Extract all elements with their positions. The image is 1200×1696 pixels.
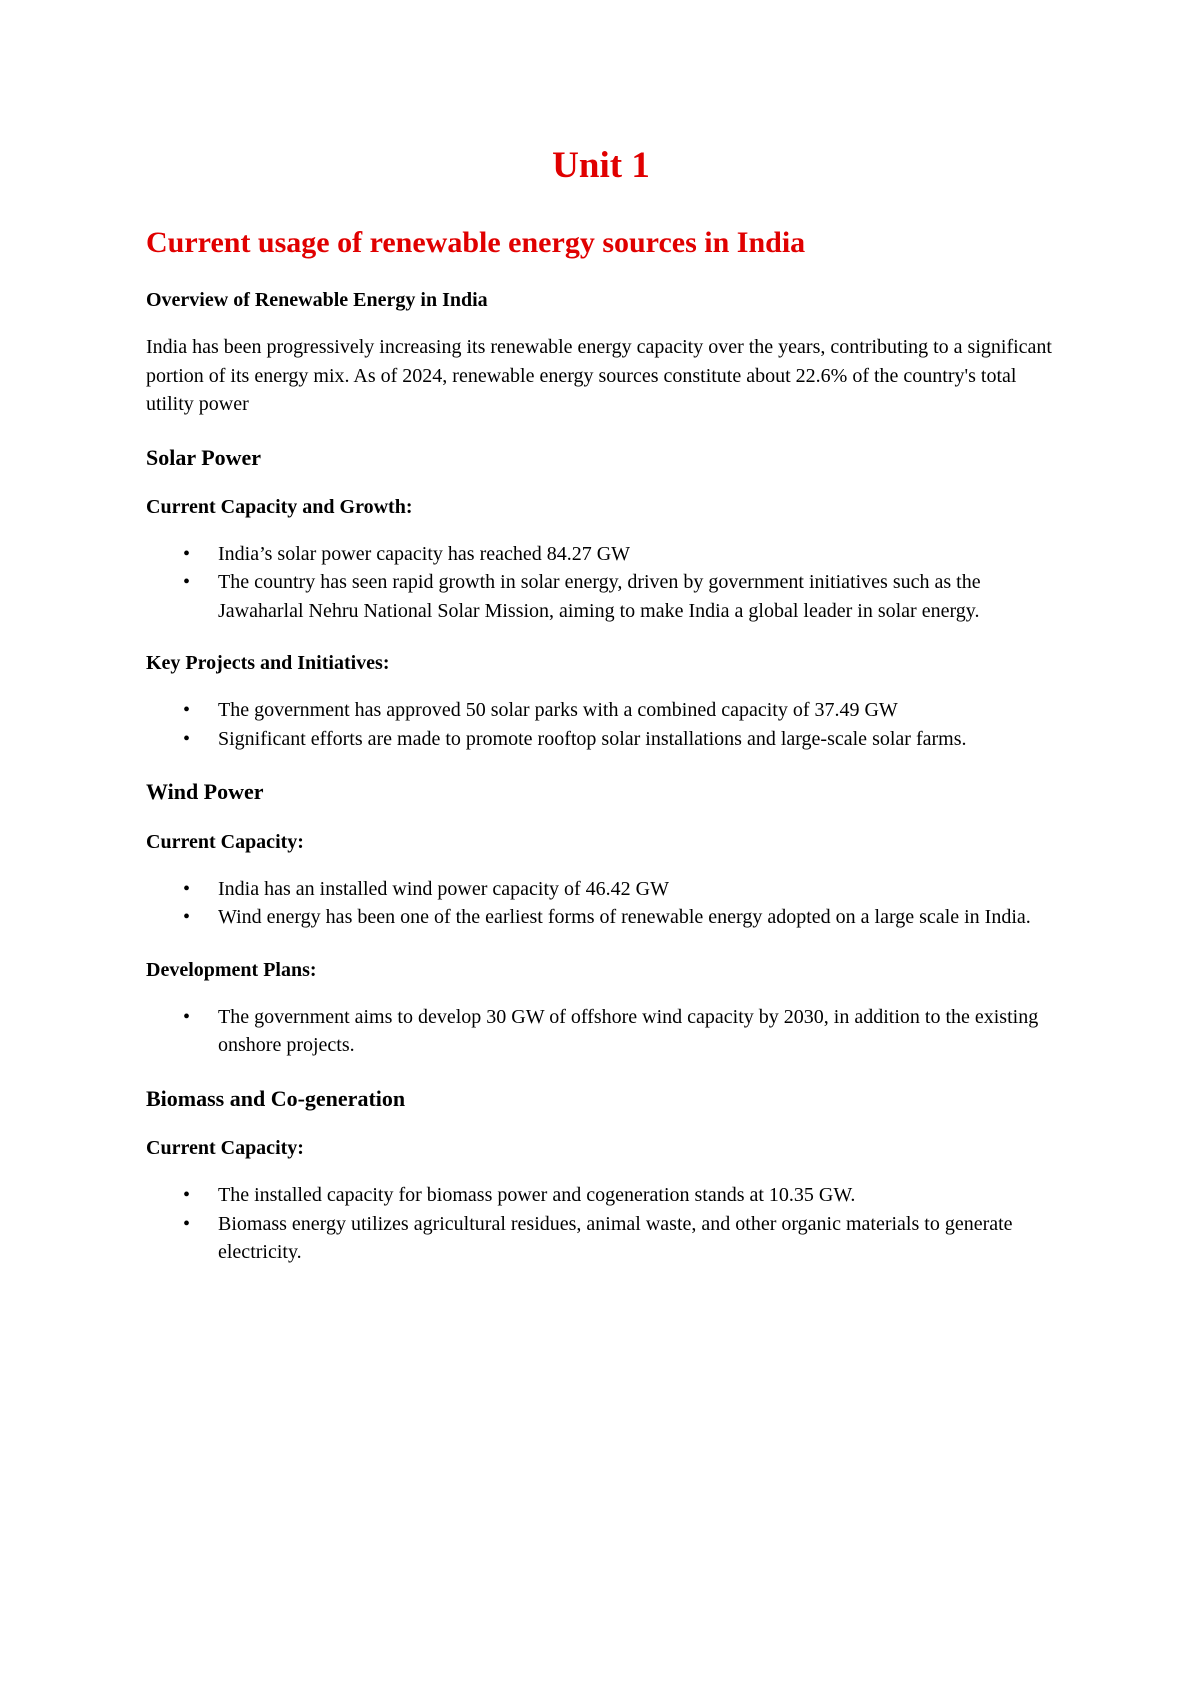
overview-heading: Overview of Renewable Energy in India [146,289,488,312]
bullet-icon: • [183,699,191,722]
solar-capacity-list [146,540,1056,626]
list-item-text: Significant efforts are made to promote rooftop solar installations and large-scale solar farms. [218,727,967,750]
list-item-text: The country has seen rapid growth in solar energy, driven by government initiatives such as the Jawaharlal Nehru National Solar Mission, aiming to make India a global leader in solar energy. [218,571,981,622]
wind-capacity-list [146,875,1056,932]
solar-projects-heading: Key Projects and Initiatives: [146,652,390,675]
list-item [183,568,1056,625]
overview-paragraph: India has been progressively increasing its renewable energy capacity over the years, contributing to a significant portion of its energy mix. As of 2024, renewable energy sources constitute about 22.6% of the country's total utility power [146,336,1052,416]
biomass-heading: Biomass and Co-generation [146,1085,406,1111]
bullet-icon: • [183,1212,191,1235]
wind-heading: Wind Power [146,779,264,805]
biomass-capacity-list [146,1181,1056,1267]
list-item [183,696,1056,725]
bullet-icon: • [183,542,191,565]
list-item [183,725,1056,754]
list-item [183,903,1056,932]
list-item-text: Biomass energy utilizes agricultural residues, animal waste, and other organic materials to generate electricity. [218,1212,1013,1264]
bullet-icon: • [183,1005,191,1028]
list-item-text: The government aims to develop 30 GW of offshore wind capacity by 2030, in addition to the existing onshore projects. [218,1005,1039,1057]
list-item-text: India has an installed wind power capacity of 46.42 GW [218,877,669,900]
list-item [183,1003,1056,1060]
wind-capacity-heading: Current Capacity: [146,830,304,853]
solar-heading: Solar Power [146,444,262,470]
main-title: Current usage of renewable energy sources in India [146,225,806,259]
list-item [183,875,1056,904]
wind-plans-list [146,1003,1056,1060]
bullet-icon: • [183,1184,191,1207]
list-item [183,1181,1056,1210]
bullet-icon: • [183,877,191,900]
list-item-text: The installed capacity for biomass power and cogeneration stands at 10.35 GW. [218,1184,856,1207]
bullet-icon: • [183,727,191,750]
unit-title: Unit 1 [552,145,650,186]
list-item-text: Wind energy has been one of the earliest forms of renewable energy adopted on a large scale in India. [218,906,1031,929]
list-item [183,1210,1056,1267]
bullet-icon: • [183,906,191,929]
wind-plans-heading: Development Plans: [146,958,317,981]
list-item-text: The government has approved 50 solar parks with a combined capacity of 37.49 GW [218,699,898,722]
list-item-text: India’s solar power capacity has reached 84.27 GW [218,542,631,565]
list-item [183,540,1056,569]
biomass-capacity-heading: Current Capacity: [146,1137,304,1160]
bullet-icon: • [183,571,191,594]
solar-capacity-heading: Current Capacity and Growth: [146,495,413,518]
solar-projects-list [146,696,1056,753]
